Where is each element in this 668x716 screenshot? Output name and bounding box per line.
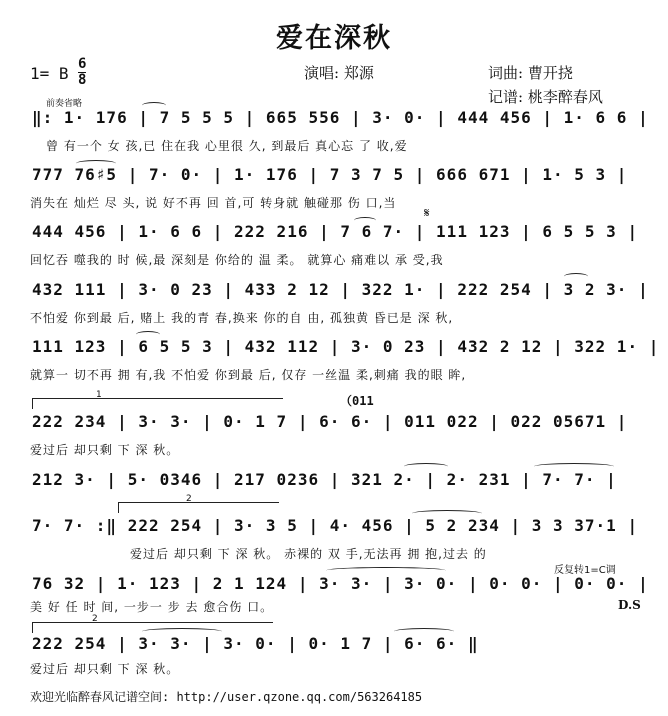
lyric-row-5: 就算一 切不再 拥 有,我 不怕爱 你到最 后, 仅存 一丝温 柔,刺痛 我的眼 眸,: [30, 368, 467, 382]
lyric-row-1: 曾 有一个 女 孩,已 住在我 心里很 久, 到最后 真心忘 了 收,爱: [46, 139, 408, 153]
notation-row-10: 222 254 | 3· 3· | 3· 0· | 0· 1 7 | 6· 6· ‖: [32, 634, 479, 653]
transcriber-credit: 记谱: 桃李醉春风: [488, 88, 603, 106]
notation-row-3: 444 456 | 1· 6 6 | 222 216 | 7 6 7· | 111 123 | 6 5 5 3 |: [32, 222, 639, 241]
lyric-row-8: 爱过后 却只剩 下 深 秋。 赤裸的 双 手,无法再 拥 抱,过去 的: [130, 547, 487, 561]
lyric-row-10: 爱过后 却只剩 下 深 秋。: [30, 662, 180, 676]
key-signature: 1= B: [30, 64, 69, 83]
ds-mark: D.S: [618, 598, 641, 612]
singer-credit: 演唱: 郑源: [304, 64, 374, 82]
notation-row-5: 111 123 | 6 5 5 3 | 432 112 | 3· 0 23 | 432 2 12 | 322 1· |: [32, 337, 660, 356]
notation-row-6: 222 234 | 3· 3· | 0· 1 7 | 6· 6· | 011 022 | 022 05671 |: [32, 412, 628, 431]
partial-notes: （011: [340, 394, 374, 408]
slur-mark: [412, 510, 482, 517]
time-signature-numerator: 6: [78, 56, 87, 72]
notation-row-8: 7· 7· :‖ 222 254 | 3· 3 5 | 4· 456 | 5 2 234 | 3 3 37·1 |: [32, 516, 639, 535]
volta-bracket-2: [118, 502, 279, 513]
notation-row-4: 432 111 | 3· 0 23 | 433 2 12 | 322 1· | 222 254 | 3 2 3· |: [32, 280, 649, 299]
notation-row-2: 777 76♯5 | 7· 0· | 1· 176 | 7 3 7 5 | 666 671 | 1· 5 3 |: [32, 165, 628, 184]
lyric-row-4: 不怕爱 你到最 后, 赌上 我的青 春,换来 你的自 由, 孤独黄 昏已是 深 秋,: [30, 311, 454, 325]
slur-mark: [142, 102, 166, 109]
notation-row-9: 76 32 | 1· 123 | 2 1 124 | 3· 3· | 3· 0· | 0· 0· | 0· 0· |: [32, 574, 649, 593]
slur-mark: [354, 217, 376, 224]
time-signature: [78, 57, 86, 88]
notation-row-7: 212 3· | 5· 0346 | 217 0236 | 321 2· | 2· 231 | 7· 7· |: [32, 470, 617, 489]
volta-number-2: 2: [186, 494, 192, 504]
slur-mark: [394, 628, 454, 635]
song-title: 爱在深秋: [276, 23, 392, 54]
lyric-row-6: 爱过后 却只剩 下 深 秋。: [30, 443, 180, 457]
slur-mark: [404, 463, 448, 470]
slur-mark: [326, 567, 446, 574]
segno-mark: 𝄋: [424, 206, 430, 221]
time-signature-denominator: 8: [78, 72, 87, 88]
lyric-row-9: 美 好 任 时 间, 一步一 步 去 愈合伤 口。: [30, 600, 274, 614]
slur-mark: [136, 331, 160, 338]
volta-number-1: 1: [96, 390, 102, 400]
volta-bracket-1: [32, 398, 283, 409]
composer-credit: 词曲: 曹开挠: [488, 64, 573, 82]
lyric-row-2: 消失在 灿烂 尽 头, 说 好不再 回 首,可 转身就 触碰那 伤 口,当: [30, 196, 397, 210]
repeat-key-change-note: 反复转1=C调: [554, 565, 616, 576]
slur-mark: [534, 463, 614, 470]
slur-mark: [76, 160, 116, 167]
footer-text: 欢迎光临醉春风记谱空间: http://user.qzone.qq.com/563264185: [30, 690, 423, 704]
prelude-note: 前奏省略: [46, 99, 83, 109]
lyric-row-3: 回忆吞 噬我的 时 候,最 深刻是 你给的 温 柔。 就算心 痛难以 承 受,我: [30, 253, 444, 267]
volta-number-2b: 2: [92, 614, 98, 624]
slur-mark: [564, 273, 588, 280]
slur-mark: [142, 628, 222, 635]
notation-row-1: ‖: 1· 176 | 7 5 5 5 | 665 556 | 3· 0· | 444 456 | 1· 6 6 |: [32, 108, 649, 127]
